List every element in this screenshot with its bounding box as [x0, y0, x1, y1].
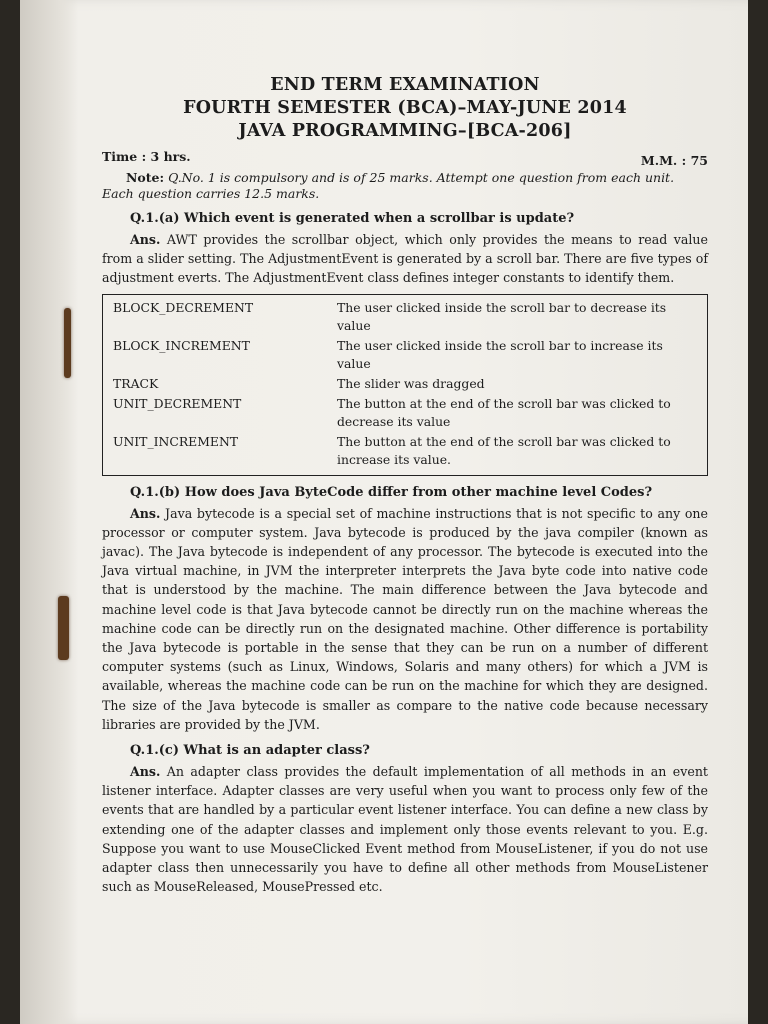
- question-1b: Q.1.(b) How does Java ByteCode differ from other machine level Codes?: [130, 484, 653, 500]
- exam-subject: JAVA PROGRAMMING–[BCA-206]: [238, 121, 572, 141]
- event-row: [113, 433, 699, 469]
- max-marks: M.M. : 75: [640, 153, 708, 168]
- book-page: [20, 0, 748, 1024]
- answer-text: Java bytecode is a special set of machine instructions that is not specific to any one processor or computer system. Java bytecode is produced by the java compiler (known as javac). The Java bytecode is independent of any processor. The bytecode is executed into the Java virtual machine, in JVM the interpreter interprets the Java byte code into native code that is understood by the machine. The main difference between the Java bytecode and machine level code is that Java bytecode cannot be directly run on the machine whereas the machine code can be directly run on the designated machine. Other difference is portability the Java bytecode is portable in the sense that they can be run on a number of different computer systems (such as Linux, Windows, Solaris and many others) for which a JVM is available, whereas the machine code can be run on the machine for which they are designed. The size of the Java bytecode is smaller as compare to the native code because necessary libraries are provided by the JVM.: [102, 505, 708, 732]
- answer-text: AWT provides the scrollbar object, which only provides the means to read value from a slider setting. The AdjustmentEvent is generated by a scroll bar. There are five types of adjustment everts. The AdjustmentEvent class defines integer constants to identify them.: [102, 232, 708, 286]
- exam-time: Time : 3 hrs.: [102, 149, 191, 164]
- exam-note: [102, 170, 708, 202]
- event-description: The user clicked inside the scroll bar to decrease its value: [337, 299, 667, 333]
- exam-title: END TERM EXAMINATION: [270, 75, 540, 95]
- event-name: UNIT_INCREMENT: [113, 433, 239, 449]
- answer-label: Ans.: [130, 232, 161, 247]
- event-description: The button at the end of the scroll bar was clicked to increase its value.: [337, 433, 671, 467]
- event-name: BLOCK_INCREMENT: [113, 337, 250, 353]
- question-1c: Q.1.(c) What is an adapter class?: [130, 743, 370, 759]
- exam-semester: FOURTH SEMESTER (BCA)–MAY-JUNE 2014: [183, 98, 627, 118]
- answer-label: Ans.: [130, 505, 161, 521]
- time-marks-row: [102, 149, 708, 168]
- event-description: The button at the end of the scroll bar was clicked to decrease its value: [337, 395, 671, 429]
- event-name: UNIT_DECREMENT: [113, 395, 242, 411]
- binding-thread-mark: [64, 308, 71, 378]
- answer-1b: [102, 504, 708, 734]
- answer-label: Ans.: [130, 764, 161, 780]
- event-row: [113, 337, 699, 373]
- event-row: [113, 299, 699, 335]
- adjustment-events-table: [102, 294, 708, 476]
- exam-header: [102, 74, 708, 143]
- answer-text: An adapter class provides the default implementation of all methods in an event listener interface. Adapter classes are very useful when you want to process only few of the events that are handled by a particular event listener interface. You can define a new class by extending one of the adapter classes and implement only those events relevant to you. E.g. Suppose you want to use MouseClicked Event method from MouseListener, if you do not use adapter class then unnecessarily you have to define all other methods from MouseListener such as MouseReleased, MousePressed etc.: [102, 764, 708, 895]
- page-spine-shadow: [20, 0, 78, 1024]
- binding-thread-mark: [58, 596, 69, 660]
- question-1a: Q.1.(a) Which event is generated when a scrollbar is update?: [130, 211, 575, 226]
- answer-1a: [102, 230, 708, 288]
- note-label: Note:: [126, 170, 165, 185]
- event-name: TRACK: [113, 375, 159, 391]
- event-name: BLOCK_DECREMENT: [113, 299, 254, 315]
- page-content: [102, 74, 708, 896]
- answer-1c: [102, 762, 708, 896]
- event-description: The user clicked inside the scroll bar to increase its value: [337, 337, 663, 371]
- event-row: [113, 395, 699, 431]
- note-text: Q.No. 1 is compulsory and is of 25 marks. Attempt one question from each unit. Each question carries 12.5 marks.: [102, 170, 675, 201]
- event-description: The slider was dragged: [337, 375, 485, 391]
- event-row: [113, 375, 699, 393]
